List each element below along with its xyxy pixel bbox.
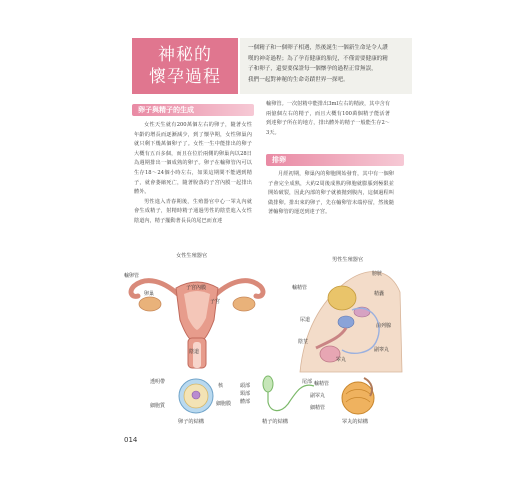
label-cytoplasm: 細胞質 — [150, 403, 166, 409]
label-vagina: 陰道 — [189, 349, 200, 355]
egg-structure-caption: 卵子的結構 — [178, 419, 204, 425]
label-testis: 睪丸 — [336, 357, 347, 363]
label-uterine-lining: 子宮內膜 — [186, 285, 207, 291]
label-seminal-vesicle: 精囊 — [374, 291, 385, 297]
label-sperm-body: 體部 — [240, 399, 251, 405]
male-organs-title: 男性生殖器官 — [332, 257, 364, 263]
label-epididymis: 副睾丸 — [374, 347, 390, 353]
chapter-title-line2: 懷孕過程 — [149, 67, 221, 87]
label-urethra: 尿道 — [300, 317, 311, 323]
label-sperm-head: 頭部 — [240, 383, 251, 389]
section-ovulation-body — [268, 170, 394, 218]
intro-line: 嘆的神奇過程；為了孕育健康的胎兒，不僅需要健康的精 — [248, 55, 388, 62]
label-fallopian-tube: 輸卵管 — [124, 273, 140, 279]
label-zona-pellucida: 透明帶 — [150, 379, 166, 385]
label-penis: 陰莖 — [298, 339, 309, 345]
section-egg-sperm-continued: 輸卵管。一次射精中能排出3ml左右的精液，其中含有兩億個左右的精子，而且大概有100萬個精子能活著到達卵子所在的地方，排出體外的精子一般能生存2～3天。 — [266, 101, 391, 136]
testis-structure-diagram — [338, 372, 378, 416]
page-number: 014 — [124, 436, 138, 444]
egg-structure-diagram — [178, 378, 214, 414]
female-organs-title: 女性生殖器官 — [176, 253, 208, 259]
label-prostate: 前列腺 — [376, 323, 392, 329]
label-uterus: 子宮 — [210, 299, 221, 305]
label-ovary: 卵巢 — [144, 291, 155, 297]
intro-line: 子和卵子，還要要保證每一個懷孕的過程正常無誤， — [248, 66, 377, 72]
label-testis-epididymis: 副睪丸 — [310, 393, 326, 399]
paragraph: 男性進入青春期後，生殖器官中心一睪丸內就會生成精子，射精時精子通過男性的陰莖進入女性陰道內，精子擺動著長長的尾巴而直達 — [134, 198, 252, 224]
section-heading-egg-sperm: 卵子與精子的生成 — [132, 104, 254, 116]
paragraph: 月經初期，卵巢內的卵胞開始發育，其中有一個卵子會完全成熟，大約2周後成熟的卵胞就膨脹到極限並開始破裂，因此內部的卵子就被拋到腹內，這個過程叫做排卵。排出來的卵子，先在輸卵管末端停留，然後隨著輸卵管的運送到達子宮。 — [268, 171, 394, 216]
label-sperm-neck: 頸部 — [240, 391, 251, 397]
section-egg-sperm-body — [134, 121, 252, 227]
section-heading-ovulation: 排卵 — [266, 154, 404, 166]
label-vas-deferens: 輸精管 — [292, 285, 308, 291]
testis-structure-caption: 睪丸的結構 — [342, 419, 368, 425]
paragraph: 女性天生就有200萬個左右的卵子，隨著女性年齡的增長而逐漸減少，到了懷孕期，女性卵巢內就只剩下幾萬個卵子了。女性一生中能排出的卵子大概有五百多個，而且在位於兩側的卵巢內以28日為週期排出一個成熟的卵子。卵子在輸卵管內可以生存18～24個小時左右，如果這期間不能遇到精子，就會萎縮死亡，隨著脫落的子宮內膜一起排出體外。 — [134, 122, 252, 196]
label-nucleus: 核 — [218, 383, 224, 389]
label-seminiferous-tubules: 細精管 — [310, 405, 326, 411]
chapter-title-line1: 神秘的 — [158, 45, 212, 65]
sperm-structure-caption: 精子的結構 — [262, 419, 288, 425]
intro-line: 一個精子和一個卵子相遇，然後誕生一個新生命是令人讚 — [248, 45, 388, 51]
label-sperm-tail: 尾部 — [302, 379, 313, 385]
label-testis-vas: 輸精管 — [314, 381, 330, 387]
intro-line: 我們一起對神秘的生命奇蹟世界一探吧。 — [248, 76, 349, 83]
intro-text — [240, 38, 412, 94]
label-bladder: 膀胱 — [372, 271, 383, 277]
chapter-title — [132, 38, 238, 94]
label-cell-membrane: 細胞膜 — [216, 401, 232, 407]
